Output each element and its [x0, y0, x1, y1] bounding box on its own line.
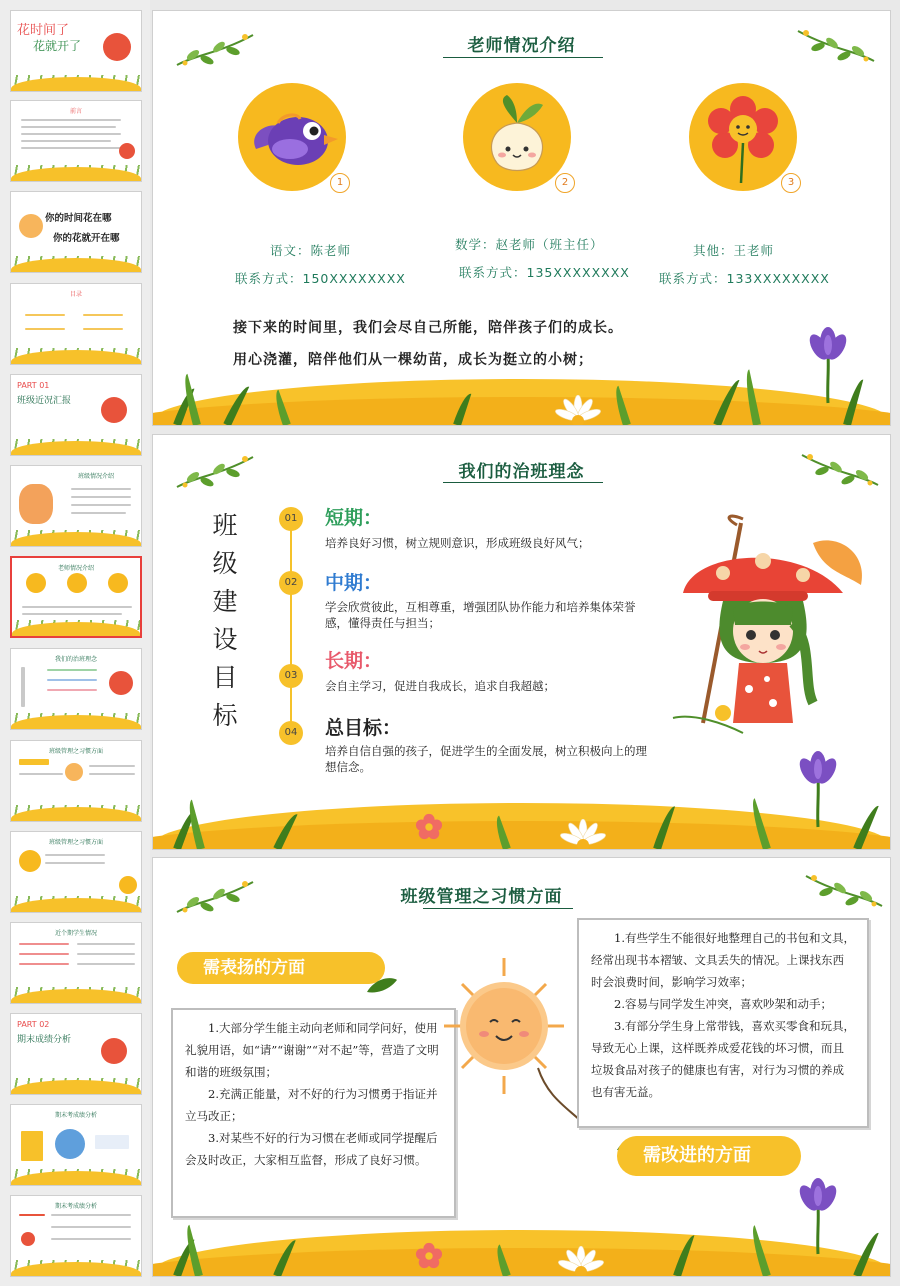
improve-item: 1.有些学生不能很好地整理自己的书包和文具，经常出现书本褶皱、文具丢失的情况。上课找东西时会浪费时间，影响学习效率；	[591, 931, 855, 989]
thumbnail-slide-12[interactable]	[10, 1013, 142, 1095]
teacher-subject: 语文：陈老师	[270, 243, 352, 258]
purple-flower-decoration	[793, 749, 843, 829]
step-number: 01	[279, 507, 303, 531]
thumbnail-slide-4[interactable]	[10, 283, 142, 365]
card-number: 1	[330, 173, 350, 193]
praise-item: 3.对某些不好的行为习惯在老师或同学提醒后会及时改正，大家相互监督，形成了良好习惯。	[185, 1131, 438, 1167]
slide-thumbnail-panel	[0, 0, 150, 1286]
onion-sprout-icon	[463, 83, 571, 191]
thumb-title: PART 02	[17, 1020, 50, 1029]
thumb-title: 花时间了	[17, 23, 70, 38]
improve-box	[577, 918, 869, 1128]
thumbnail-slide-1[interactable]	[10, 10, 142, 92]
daisy-decoration	[553, 819, 613, 849]
teacher-contact: 联系方式：135XXXXXXXX	[459, 265, 630, 280]
pink-flower-decoration	[415, 1242, 443, 1270]
thumb-subtitle: 花就开了	[33, 39, 82, 53]
slide-title: 我们的治班理念	[458, 462, 585, 482]
step-number: 04	[279, 721, 303, 745]
phase-desc-overall: 培养自信自强的孩子，促进学生的全面发展，树立积极向上的理想信念。	[325, 744, 647, 774]
teacher-subject: 数学：赵老师（班主任）	[455, 237, 604, 252]
praise-item: 1.大部分学生能主动向老师和同学问好，使用礼貌用语，如“请”“谢谢”“对不起”等，营造了文明和谐的班级氛围；	[185, 1021, 439, 1079]
thumb-title: 老师情况介绍	[57, 565, 94, 572]
mushroom-icon	[101, 1038, 127, 1064]
phase-desc-short: 培养良好习惯，树立规则意识，形成班级良好风气；	[325, 536, 590, 550]
thumb-title: 近个期学生情况	[54, 930, 97, 937]
daisy-decoration	[548, 395, 608, 425]
thumb-subtitle: 期末成绩分析	[17, 1035, 72, 1045]
flower-icon	[21, 1232, 35, 1246]
thumb-title: 前言	[69, 108, 82, 115]
praise-item: 2.充满正能量，对不好的行为习惯勇于指证并立马改正；	[185, 1087, 438, 1123]
thumb-title: 目录	[69, 291, 82, 298]
praise-box	[171, 1008, 456, 1218]
purple-flower-decoration	[803, 325, 853, 405]
intro-line-2: 用心浇灌，陪伴他们从一棵幼苗，成长为挺立的小树；	[233, 352, 593, 368]
teacher-contact: 联系方式：133XXXXXXXX	[659, 271, 830, 286]
phase-desc-mid: 学会欣赏彼此，互相尊重，增强团队协作能力和培养集体荣誉感，懂得责任与担当；	[325, 600, 636, 630]
phase-title-mid: 中期：	[325, 572, 383, 594]
teacher-card-2	[463, 83, 571, 191]
leaf-icon	[365, 976, 399, 994]
improve-item: 3.有部分学生身上常带钱，喜欢买零食和玩具，导致无心上课，这样既养成爱花钱的坏习惯，而且垃圾食品对孩子的健康也有害，对行为习惯的养成也有害无益。	[591, 1019, 855, 1099]
phase-title-overall: 总目标：	[325, 717, 402, 739]
purple-flower-decoration	[793, 1176, 843, 1256]
thumb-title: 班级情况介绍	[77, 473, 114, 480]
improve-tag: 需改进的方面	[617, 1136, 801, 1176]
slide-class-habits[interactable]	[152, 857, 891, 1277]
card-number: 2	[555, 173, 575, 193]
daisy-decoration	[551, 1246, 611, 1276]
thumbnail-slide-8[interactable]	[10, 648, 142, 730]
mushroom-icon	[119, 143, 135, 159]
sun-icon	[438, 948, 588, 1128]
teacher-card-3	[689, 83, 797, 191]
mushroom-icon	[101, 397, 127, 423]
step-number: 02	[279, 571, 303, 595]
mushroom-icon	[103, 33, 131, 61]
thumbnail-slide-5[interactable]	[10, 374, 142, 456]
phase-title-long: 长期：	[325, 650, 383, 672]
thumbnail-slide-10[interactable]	[10, 831, 142, 913]
phase-desc-long: 会自主学习，促进自我成长，追求自我超越；	[325, 679, 555, 693]
mushroom-icon	[109, 671, 133, 695]
thumbnail-slide-9[interactable]	[10, 740, 142, 822]
thumb-title: 期末考成绩分析	[54, 1112, 97, 1119]
step-number: 03	[279, 664, 303, 688]
thumb-title: 期末考成绩分析	[54, 1203, 97, 1210]
card-number: 3	[781, 173, 801, 193]
pie-chart-icon	[55, 1129, 85, 1159]
sun-icon	[65, 763, 83, 781]
slide-teacher-intro[interactable]	[152, 10, 891, 426]
thumbnail-slide-14[interactable]	[10, 1195, 142, 1277]
improve-item: 2.容易与同学发生冲突，喜欢吵架和动手；	[614, 997, 832, 1011]
teacher-contact: 联系方式：150XXXXXXXX	[235, 271, 406, 286]
slide-title: 老师情况介绍	[467, 36, 576, 56]
thumb-subtitle: 班级近况汇报	[17, 396, 72, 406]
smiling-flower-icon	[689, 83, 797, 191]
teacher-card-1	[238, 83, 346, 191]
thumbnail-slide-3[interactable]	[10, 191, 142, 273]
thumbnail-slide-6[interactable]	[10, 465, 142, 547]
mushroom-girl-illustration	[663, 513, 873, 743]
thumbnail-slide-11[interactable]	[10, 922, 142, 1004]
thumb-title: PART 01	[17, 381, 50, 390]
thumbnail-slide-13[interactable]	[10, 1104, 142, 1186]
praise-tag: 需表扬的方面	[177, 952, 385, 984]
bird-icon	[238, 83, 346, 191]
thumbnail-slide-7[interactable]	[10, 556, 142, 638]
phase-title-short: 短期：	[325, 507, 383, 529]
slide-title: 班级管理之习惯方面	[400, 887, 563, 907]
slide-class-philosophy[interactable]	[152, 434, 891, 850]
thumb-title: 班级管理之习惯方面	[48, 748, 103, 755]
kids-illustration	[19, 484, 53, 524]
pink-flower-decoration	[415, 813, 443, 841]
intro-line-1: 接下来的时间里，我们会尽自己所能，陪伴孩子们的成长。	[233, 320, 623, 336]
vertical-title: 班 级 建 设 目 标	[212, 511, 238, 730]
thumb-title: 班级管理之习惯方面	[48, 839, 103, 846]
timeline-line	[290, 515, 292, 741]
sun-icon	[19, 214, 43, 238]
thumbnail-slide-2[interactable]	[10, 100, 142, 182]
thumb-title: 你的时间花在哪	[45, 213, 112, 224]
thumb-title: 我们的治班理念	[54, 656, 97, 663]
teacher-subject: 其他：王老师	[693, 243, 775, 258]
thumb-subtitle: 你的花就开在哪	[53, 233, 120, 244]
